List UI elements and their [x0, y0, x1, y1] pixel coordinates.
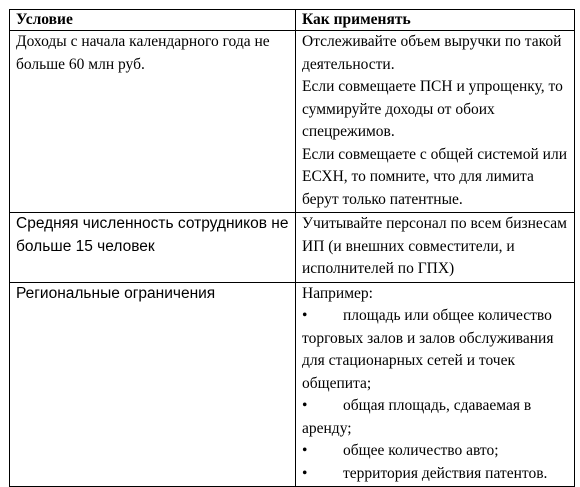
table-header-row	[10, 10, 575, 31]
how-income-paragraph: Если совмещаете с общей системой или ЕСХН, то помните, что для лимита берут только патентные.	[302, 145, 567, 208]
bullet-text: площадь или общее количество торговых залов и залов обслуживания для стационарных сетей и точек общепита;	[302, 307, 554, 392]
bullet-text: общее количество авто;	[343, 442, 499, 459]
conditions-table	[9, 9, 575, 487]
condition-staff-limit: Средняя численность сотрудников не больше 15 человек	[10, 213, 296, 283]
list-item	[302, 305, 568, 395]
table-row	[10, 213, 575, 283]
condition-regional: Региональные ограничения	[10, 282, 296, 487]
list-item	[302, 395, 568, 440]
condition-income-limit: Доходы с начала календарного года не больше 60 млн руб.	[10, 31, 296, 213]
how-regional	[296, 282, 575, 487]
list-item	[302, 440, 568, 463]
list-item	[302, 463, 568, 486]
how-regional-intro: Например:	[302, 284, 373, 302]
bullet-icon: •	[302, 397, 308, 414]
header-condition: Условие	[10, 10, 296, 31]
bullet-icon: •	[302, 464, 308, 482]
how-income-limit	[296, 31, 575, 213]
how-income-paragraph: Если совмещаете ПСН и упрощенку, то суммируйте доходы от обоих спецрежимов.	[302, 78, 563, 140]
header-how-to-apply: Как применять	[296, 10, 575, 31]
bullet-text: общая площадь, сдаваемая в аренду;	[302, 397, 532, 437]
table-row	[10, 282, 575, 487]
bullet-icon: •	[302, 307, 308, 324]
bullet-icon: •	[302, 442, 308, 459]
how-income-paragraph: Отслеживайте объем выручки по такой деятельности.	[302, 33, 562, 73]
bullet-text: территория действия патентов.	[343, 464, 548, 482]
table-row	[10, 31, 575, 213]
how-staff-limit: Учитывайте персонал по всем бизнесам ИП (и внешних совместители, и исполнителей по ГПХ)	[296, 213, 575, 283]
